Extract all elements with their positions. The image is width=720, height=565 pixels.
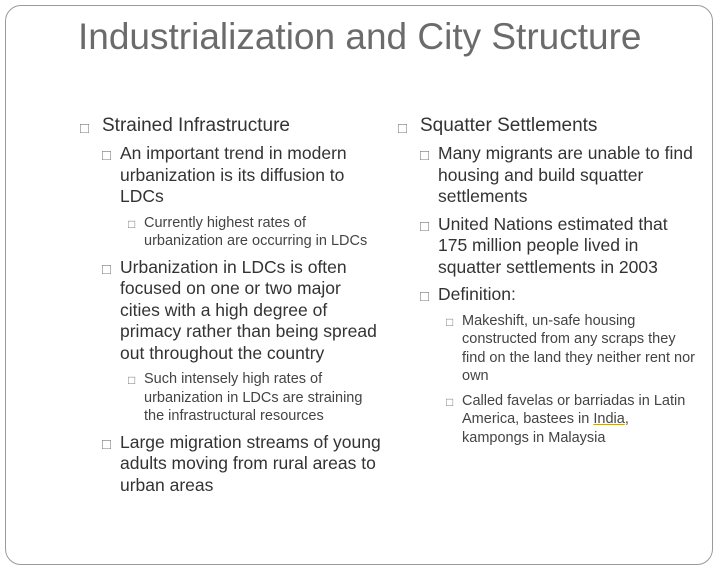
list-item <box>398 312 698 386</box>
slide-title: Industrialization and City Structure <box>78 16 642 57</box>
sub-bullet-text: Makeshift, un-safe housing constructed from any scraps they find on the land they neither rent nor own <box>462 312 695 384</box>
india-link[interactable]: India <box>593 411 625 427</box>
right-column <box>398 115 698 453</box>
bullet-icon: □ <box>446 394 454 409</box>
sub-bullet-text-start: Called favelas or barriadas in Latin America, bastees in <box>462 392 686 427</box>
bullet-icon: □ <box>128 216 136 231</box>
bullet-text: Many migrants are unable to find housing and build squatter settlements <box>438 143 693 206</box>
right-heading-item <box>398 115 698 137</box>
bullet-text: United Nations estimated that 175 million people lived in squatter settlements in 2003 <box>438 213 668 277</box>
bullet-icon: □ <box>446 314 454 329</box>
list-item <box>398 284 698 306</box>
bullet-text: Large migration streams of young adults moving from rural areas to urban areas <box>120 431 381 495</box>
bullet-icon: □ <box>102 147 112 164</box>
list-item <box>398 392 698 448</box>
list-item <box>398 214 698 279</box>
sub-bullet-text: Currently highest rates of urbanization are occurring in LDCs <box>144 214 368 249</box>
bullet-text: Urbanization in LDCs is often focused on one or two major cities with a high degree of primacy rather than being spread out throughout the country <box>120 256 377 363</box>
list-item <box>398 143 698 208</box>
bullet-icon: □ <box>80 120 90 137</box>
sub-bullet-text: Such intensely high rates of urbanization in LDCs are straining the infrastructural resources <box>144 371 363 424</box>
sub-bullet-text-end: , kampongs in Malaysia <box>462 411 629 446</box>
bullet-icon: □ <box>420 217 430 235</box>
bullet-icon: □ <box>102 435 112 453</box>
list-item <box>80 432 385 497</box>
left-heading: Strained Infrastructure <box>102 115 290 136</box>
bullet-icon: □ <box>420 288 430 305</box>
right-heading: Squatter Settlements <box>420 115 598 136</box>
bullet-icon: □ <box>128 373 136 387</box>
list-item <box>80 370 385 426</box>
list-item <box>80 257 385 365</box>
bullet-icon: □ <box>398 120 408 137</box>
bullet-icon: □ <box>102 260 112 278</box>
left-heading-item <box>80 115 385 137</box>
left-column <box>80 115 385 502</box>
list-item <box>80 214 385 251</box>
list-item <box>80 143 385 208</box>
bullet-text: An important trend in modern urbanization is its diffusion to LDCs <box>120 143 347 206</box>
bullet-icon: □ <box>420 147 430 164</box>
bullet-text: Definition: <box>438 284 516 304</box>
